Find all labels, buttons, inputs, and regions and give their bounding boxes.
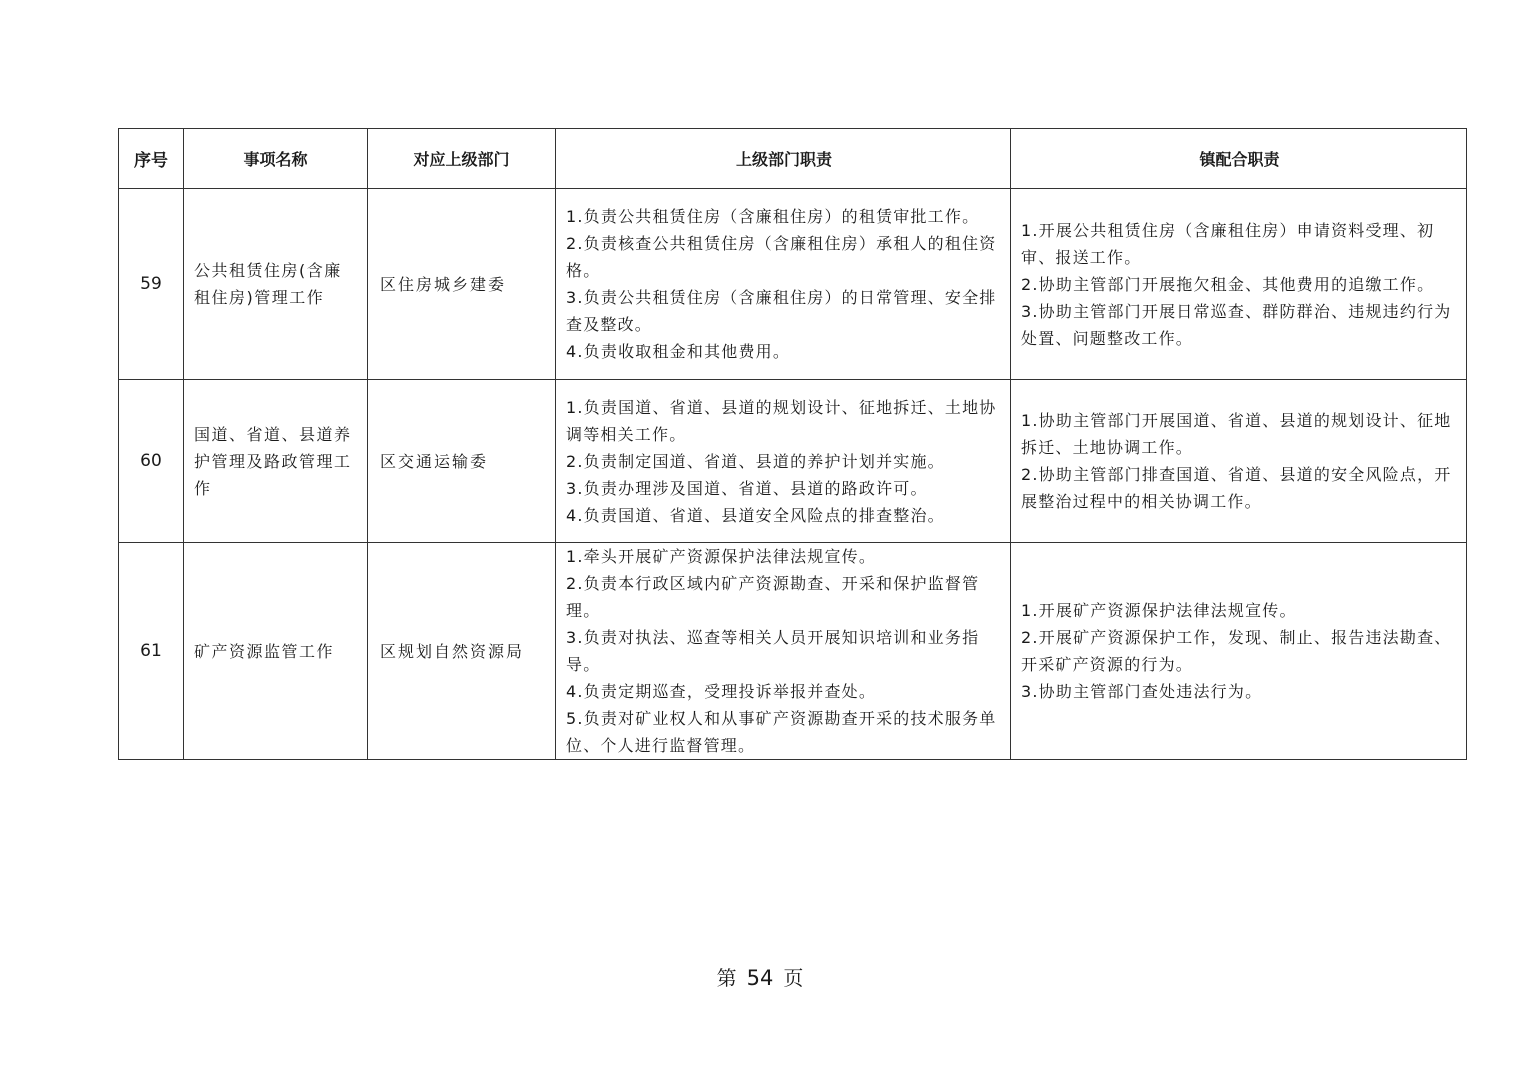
row-item-name: 矿产资源监管工作 bbox=[184, 543, 368, 760]
table-row bbox=[119, 380, 1467, 543]
header-upper-duties: 上级部门职责 bbox=[556, 129, 1011, 189]
upper-duty-item: 1.负责公共租赁住房（含廉租住房）的租赁审批工作。 bbox=[566, 207, 980, 226]
row-town-duties bbox=[1011, 189, 1467, 380]
upper-duty-item: 3.负责办理涉及国道、省道、县道的路政许可。 bbox=[566, 478, 928, 498]
page-number: 54 bbox=[746, 966, 774, 990]
upper-duty-item: 5.负责对矿业权人和从事矿产资源勘查开采的技术服务单位、个人进行监督管理。 bbox=[566, 709, 997, 755]
row-serial-number: 60 bbox=[119, 380, 184, 543]
row-serial-number: 59 bbox=[119, 189, 184, 380]
upper-duty-item: 3.负责对执法、巡查等相关人员开展知识培训和业务指导。 bbox=[566, 628, 980, 674]
upper-duty-item: 2.负责核查公共租赁住房（含廉租住房）承租人的租住资格。 bbox=[566, 234, 997, 280]
upper-duty-item: 1.负责国道、省道、县道的规划设计、征地拆迁、土地协调等相关工作。 bbox=[566, 397, 997, 444]
header-serial-number: 序号 bbox=[119, 129, 184, 189]
town-duty-item: 1.协助主管部门开展国道、省道、县道的规划设计、征地拆迁、土地协调工作。 bbox=[1021, 411, 1452, 457]
upper-duty-item: 2.负责本行政区域内矿产资源勘查、开采和保护监督管理。 bbox=[566, 574, 980, 620]
table-row bbox=[119, 189, 1467, 380]
upper-duty-item: 4.负责国道、省道、县道安全风险点的排查整治。 bbox=[566, 505, 945, 525]
row-upper-duties bbox=[556, 543, 1011, 760]
town-duty-item: 1.开展矿产资源保护法律法规宣传。 bbox=[1021, 601, 1297, 620]
row-upper-duties bbox=[556, 189, 1011, 380]
row-item-name: 国道、省道、县道养护管理及路政管理工作 bbox=[184, 380, 368, 543]
row-town-duties bbox=[1011, 380, 1467, 543]
town-duty-item: 2.协助主管部门排查国道、省道、县道的安全风险点，开展整治过程中的相关协调工作。 bbox=[1021, 465, 1452, 511]
upper-duty-item: 3.负责公共租赁住房（含廉租住房）的日常管理、安全排查及整改。 bbox=[566, 288, 997, 334]
town-duty-item: 3.协助主管部门开展日常巡查、群防群治、违规违约行为处置、问题整改工作。 bbox=[1021, 301, 1452, 348]
page-footer bbox=[0, 962, 1520, 991]
header-town-duties: 镇配合职责 bbox=[1011, 129, 1467, 189]
responsibility-table bbox=[118, 128, 1467, 760]
row-upper-duties bbox=[556, 380, 1011, 543]
town-duty-item: 2.开展矿产资源保护工作，发现、制止、报告违法勘查、开采矿产资源的行为。 bbox=[1021, 628, 1452, 674]
town-duty-item: 2.协助主管部门开展拖欠租金、其他费用的追缴工作。 bbox=[1021, 274, 1435, 294]
upper-duty-item: 4.负责定期巡查，受理投诉举报并查处。 bbox=[566, 682, 877, 701]
table-header-row bbox=[119, 129, 1467, 189]
page-number-suffix: 页 bbox=[783, 966, 804, 990]
upper-duty-item: 2.负责制定国道、省道、县道的养护计划并实施。 bbox=[566, 451, 945, 471]
row-serial-number: 61 bbox=[119, 543, 184, 760]
upper-duty-item: 1.牵头开展矿产资源保护法律法规宣传。 bbox=[566, 547, 877, 566]
row-upper-department: 区交通运输委 bbox=[368, 380, 556, 543]
row-upper-department: 区住房城乡建委 bbox=[368, 189, 556, 380]
row-upper-department: 区规划自然资源局 bbox=[368, 543, 556, 760]
town-duty-item: 3.协助主管部门查处违法行为。 bbox=[1021, 682, 1263, 701]
row-item-name: 公共租赁住房(含廉租住房)管理工作 bbox=[184, 189, 368, 380]
town-duty-item: 1.开展公共租赁住房（含廉租住房）申请资料受理、初审、报送工作。 bbox=[1021, 220, 1435, 267]
header-upper-department: 对应上级部门 bbox=[368, 129, 556, 189]
upper-duty-item: 4.负责收取租金和其他费用。 bbox=[566, 342, 791, 361]
row-town-duties bbox=[1011, 543, 1467, 760]
page-number-prefix: 第 bbox=[716, 966, 737, 990]
table-row bbox=[119, 543, 1467, 760]
header-item-name: 事项名称 bbox=[184, 129, 368, 189]
